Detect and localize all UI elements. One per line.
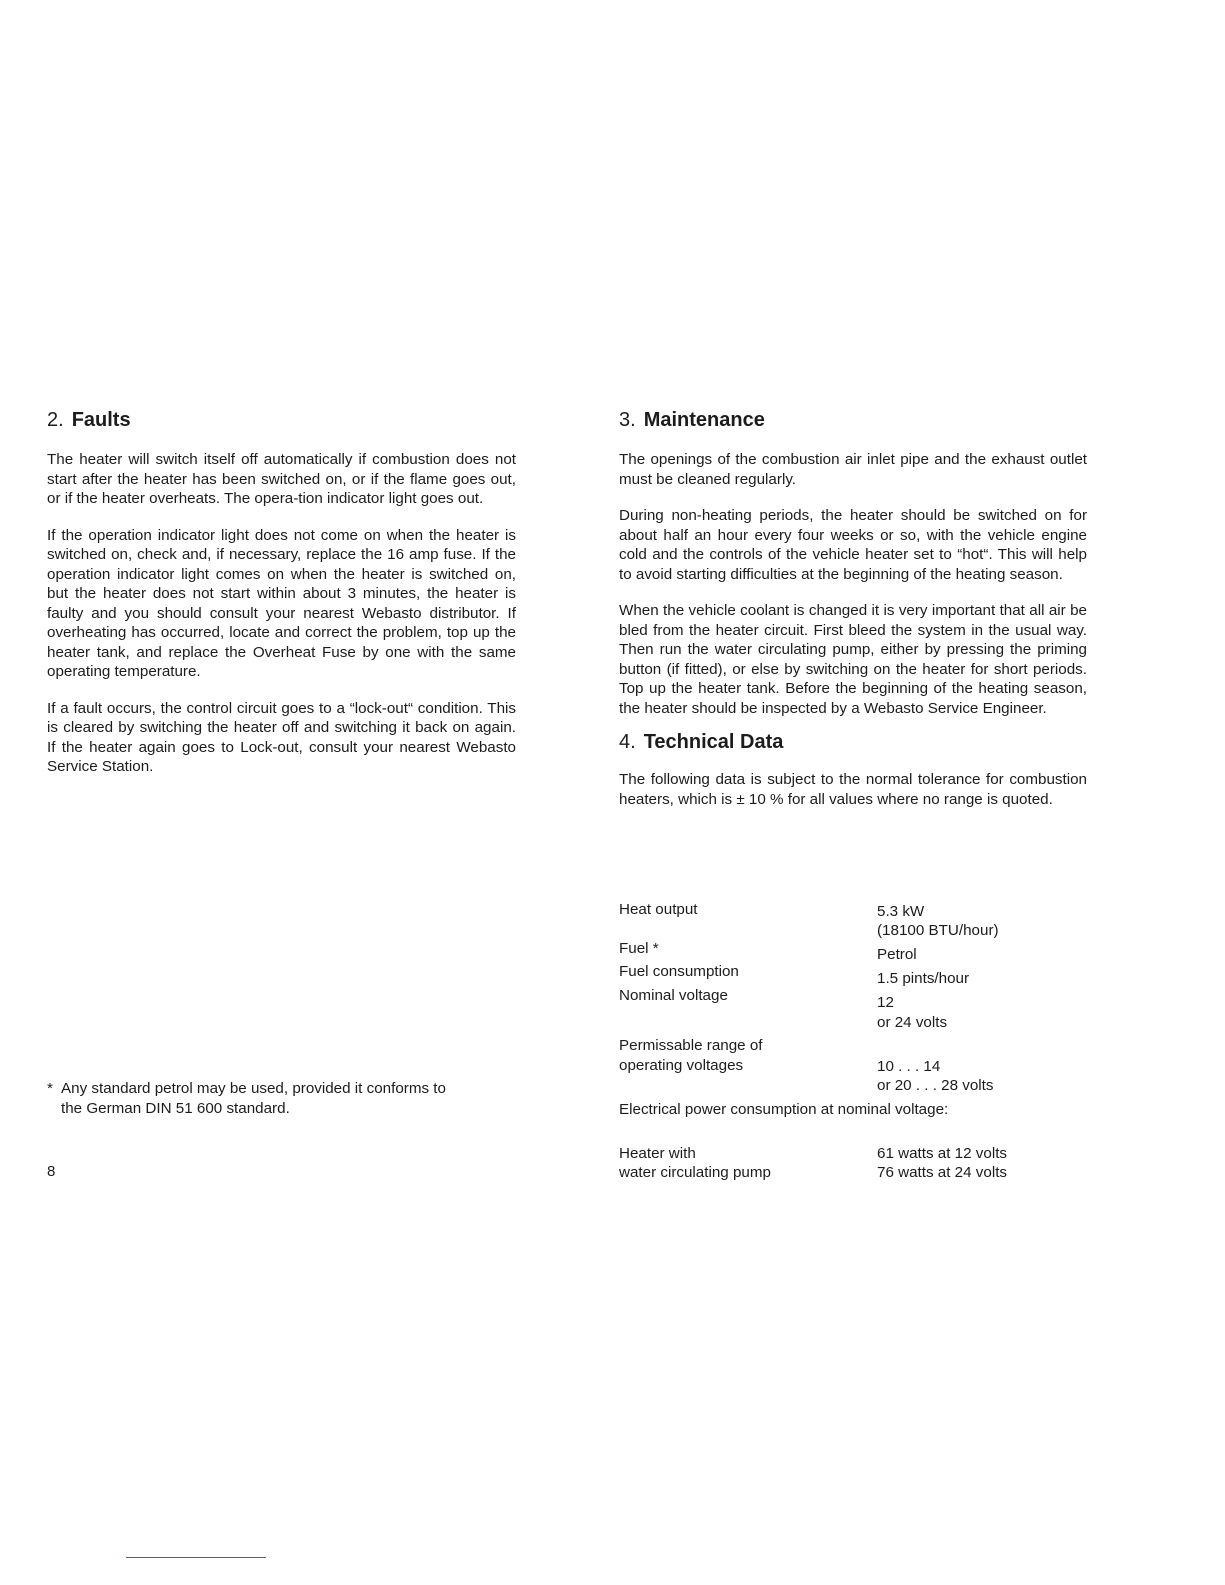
spec-value-nominal-voltage-12: 12 <box>877 994 894 1011</box>
faults-title: Faults <box>71 409 131 431</box>
maintenance-section <box>619 408 1087 826</box>
spec-value-heater-24v: 76 watts at 24 volts <box>877 1164 1008 1181</box>
spec-value-heater-12v: 61 watts at 12 volts <box>877 1145 1008 1162</box>
link-underline <box>126 1557 266 1558</box>
spec-value-fuel: Petrol <box>877 946 917 963</box>
faults-section <box>47 408 516 794</box>
spec-value-range-1: 10 . . . 14 <box>877 1058 941 1075</box>
footnote-star: * <box>47 1080 53 1097</box>
spec-value-range-2: or 20 . . . 28 volts <box>877 1077 994 1094</box>
spec-label-fuel: Fuel * <box>619 940 659 957</box>
technical-intro: The following data is subject to the normal tolerance for combustion heaters, which is ± 10 % for all values where no range is quoted. <box>619 771 1087 808</box>
technical-title: Technical Data <box>643 731 784 753</box>
footnote-line-1: Any standard petrol may be used, provided it conforms to <box>61 1080 446 1097</box>
spec-value-fuel-consumption: 1.5 pints/hour <box>877 970 970 987</box>
spec-label-fuel-consumption: Fuel consumption <box>619 963 739 980</box>
maintenance-paragraph-3: When the vehicle coolant is changed it is very important that all air be bled from the heater circuit. First bleed the system in the usual way. Then run the water circulating pump, either by pressing the priming button (if fitted), or else by switching on the heater for short periods. Top up the heater tank. Before the beginning of the heating season, the heater should be inspected by a Webasto Service Engineer. <box>619 602 1087 717</box>
technical-number: 4. <box>619 731 636 753</box>
page-number: 8 <box>47 1163 56 1180</box>
technical-heading <box>619 730 1087 754</box>
spec-label-heater-2: water circulating pump <box>619 1164 771 1181</box>
maintenance-heading <box>619 408 1087 432</box>
spec-value-heat-output-btu: (18100 BTU/hour) <box>877 922 999 939</box>
faults-paragraph-2: If the operation indicator light does not come on when the heater is switched on, check and, if necessary, replace the 16 amp fuse. If the operation indicator light comes on when the heater is switched on, but the heater does not start within about 3 minutes, the heater is faulty and you should consult your nearest Webasto distributor. If overheating has occurred, locate and correct the problem, top up the heater tank, and replace the Overheat Fuse by one with the same operating temperature. <box>47 526 516 680</box>
spec-label-nominal-voltage: Nominal voltage <box>619 987 728 1004</box>
spec-value-nominal-voltage-24: or 24 volts <box>877 1014 948 1031</box>
maintenance-number: 3. <box>619 409 636 431</box>
footnote <box>47 1079 517 1119</box>
spec-power-line: Electrical power consumption at nominal voltage: <box>619 1101 949 1118</box>
maintenance-title: Maintenance <box>643 409 765 431</box>
spec-label-range-2: operating voltages <box>619 1057 744 1074</box>
spec-label-heat-output: Heat output <box>619 901 698 918</box>
maintenance-paragraph-1: The openings of the combustion air inlet pipe and the exhaust outlet must be cleaned regularly. <box>619 451 1087 488</box>
spec-label-range-1: Permissable range of <box>619 1037 763 1054</box>
maintenance-paragraph-2: During non-heating periods, the heater should be switched on for about half an hour every four weeks or so, with the vehicle engine cold and the controls of the vehicle heater set to “hot“. This will help to avoid starting difficulties at the beginning of the heating season. <box>619 507 1087 583</box>
faults-paragraph-3: If a fault occurs, the control circuit goes to a “lock-out“ condition. This is cleared by switching the heater off and switching it back on again. If the heater again goes to Lock-out, consult your nearest Webasto Service Station. <box>47 699 516 775</box>
faults-heading <box>47 408 516 432</box>
spec-value-heat-output-kw: 5.3 kW <box>877 903 925 920</box>
spec-label-heater-1: Heater with <box>619 1145 696 1162</box>
faults-number: 2. <box>47 409 64 431</box>
spec-table <box>619 898 1089 1188</box>
faults-paragraph-1: The heater will switch itself off automatically if combustion does not start after the heater has been switched on, or if the flame goes out, or if the heater overheats. The opera-tion indicator light goes out. <box>47 451 516 507</box>
footnote-line-2: the German DIN 51 600 standard. <box>61 1100 290 1117</box>
